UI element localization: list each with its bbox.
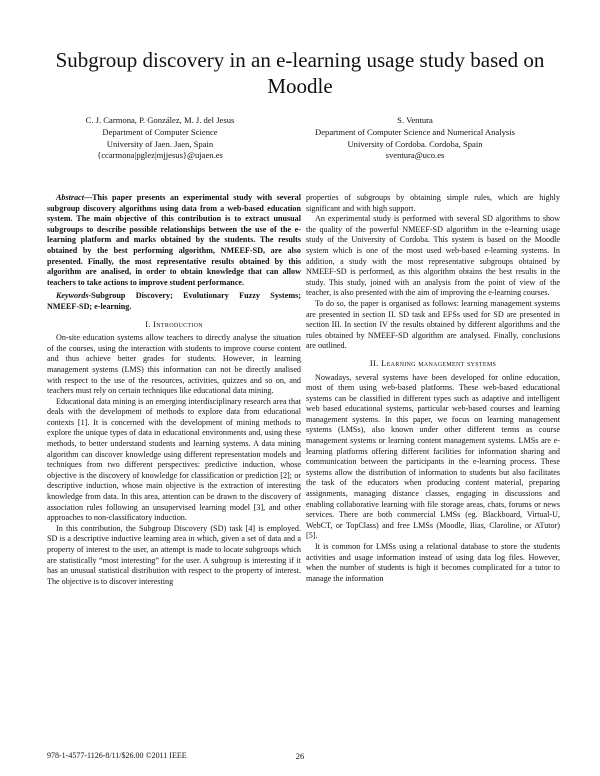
author-names: C. J. Carmona, P. González, M. J. del Jesus (85, 115, 235, 125)
right-column (306, 193, 560, 584)
abstract-text: This paper presents an experimental study with several subgroup discovery algorithms using data from a web-based education system. The main objective of this contribution is to extract unusual subgroups to describe possible relationships between the use of the e-learning platform and marks obtained by the students. The results obtained by the best performing algorithm, NMEEF-SD, are also presented. Finally, the most representative results obtained by this algorithm are analised, in order to obtain knowledge that can allow teachers to take actions to improve student performance. (47, 193, 301, 287)
page-number: 26 (295, 751, 305, 761)
paragraph: In this contribution, the Subgroup Discovery (SD) task [4] is employed. SD is a descriptive inductive learning area in which, given a set of data and a property of interest to the user, an attempt is made to locate subgroups which are statistically “most interesting” for the user. A subgroup is interesting if it has an unusual statistical distribution with respect to the property of interest. The objective is to discover interesting (47, 523, 301, 586)
section-number: II. (369, 357, 379, 368)
author-department: Department of Computer Science and Numerical Analysis (315, 126, 515, 137)
section-number: I. (145, 318, 151, 329)
section-title: Introduction (153, 318, 203, 329)
author-department: Department of Computer Science (102, 126, 218, 137)
section-heading-introduction (47, 319, 301, 330)
author-email: {ccarmona|pglez|mjjesus}@ujaen.es (97, 150, 223, 161)
abstract: Abstract—This paper presents an experimental study with several subgroup discovery algorithms using data from a web-based education system. The main objective of this contribution is to extract unusual subgroups to describe possible relationships between the use of the e-learning platform and marks obtained by the students. The results obtained by the best performing algorithm, NMEEF-SD, are also presented. Finally, the most representative results obtained by this algorithm are analised, in order to obtain knowledge that can allow teachers to take actions to improve student performance. (47, 193, 301, 287)
paper-title: Subgroup discovery in an e-learning usage study based on Moodle (55, 48, 545, 98)
author-block-2 (280, 115, 550, 162)
keywords-text: Subgroup Discovery; Evolutionary Fuzzy Systems; NMEEF-SD; e-learning. (47, 291, 301, 311)
left-column (47, 193, 301, 587)
author-affiliation: University of Cordoba. Cordoba, Spain (347, 138, 483, 149)
section-heading-lms (306, 358, 560, 369)
paragraph: Educational data mining is an emerging interdisciplinary research area that deals with the development of methods to explore data from educational contexts [1]. It is concerned with the development of mining methods to explore the unique types of data in educational environments and, using these methods, to better understand students and learning systems. A data mining algorithm can discover knowledge using different representation models and techniques from two different perspectives: predictive induction, whose objective is the discovery of knowledge for classification or prediction [2]; or descriptive induction, whose main objective is the extraction of interesting knowledge from data. In this area, attention can be drawn to the discovery of association rules following an unsupervised learning model [3], and other approaches to non-classificatory induction. (47, 396, 301, 523)
paragraph-continued: properties of subgroups by obtaining simple rules, which are highly significant and with high support. (306, 193, 560, 213)
paragraph: Nowadays, several systems have been developed for online education, most of them using web-based platforms. These web-based educational systems can be classified in different types such as adaptive and intelligent web based educational systems, particular web-based courses and learning management systems. In this paper, we focus on learning management systems (LMSs), also known under other different terms as course management systems or learning content management systems. LMSs are e-learning platforms offering different facilities for information sharing and communication between the participants in the e-learning process. These systems allow the distribution of information to students but also facilitates the task of the educators when producing content material, preparing assignments, managing distance classes, engaging in discussions and enabling collaborative learning with file storage areas, chats, forums or news services. There are both commercial LMSs (eg. Blackboard, Virtual-U, WebCT, or TopClass) and free LMSs (Moodle, Ilias, Claroline, or ATutor) [5]. (306, 372, 560, 541)
author-email: sventura@uco.es (385, 150, 445, 161)
copyright-footer: 978-1-4577-1126-8/11/$26.00 ©2011 IEEE (47, 751, 187, 760)
paragraph: It is common for LMSs using a relational database to store the students activities and usage information instead of using data log files. However, when the number of students is high it becomes complicated for a tutor to manage the information (306, 542, 560, 583)
author-block-1 (60, 115, 260, 162)
abstract-label: Abstract (56, 193, 84, 202)
author-affiliation: University of Jaen. Jaen, Spain (106, 138, 214, 149)
keywords: Keywords-Subgroup Discovery; Evolutionary Fuzzy Systems; NMEEF-SD; e-learning. (47, 291, 301, 311)
paragraph: An experimental study is performed with several SD algorithms to show the quality of the powerful NMEEF-SD algorithm in the e-learning usage study of the University of Cordoba. This system is based on the Moodle system which is one of the most used web-based e-learning systems. In addition, a study with the most representative subgroups obtained by NMEEF-SD is performed, as this algorithm obtains the best results in the study. This study, joined with an analysis from the point of view of the teacher, is also presented with the aim of improving the e-learning courses. (306, 214, 560, 298)
paragraph: On-site education systems allow teachers to directly analyse the situation of the courses, using the interaction with students to improve course content and thus achieve better grades for students. However, in learning management systems (LMS) this information can not be directly analised with respect to the use of the resources, activities, quizzes and so on, and teachers must rely on certain techniques like educational data mining. (47, 333, 301, 396)
paragraph: To do so, the paper is organised as follows: learning management systems are presented in section II. SD task and EFSs used for SD are presented in section III. In section IV the results obtained by different algorithms and the rules obtained by NMEEF-SD algorithm are analysed. Finally, conclusions are outlined. (306, 298, 560, 351)
author-names: S. Ventura (397, 115, 433, 125)
section-title: Learning management systems (381, 357, 497, 368)
keywords-label: Keywords (56, 291, 89, 301)
